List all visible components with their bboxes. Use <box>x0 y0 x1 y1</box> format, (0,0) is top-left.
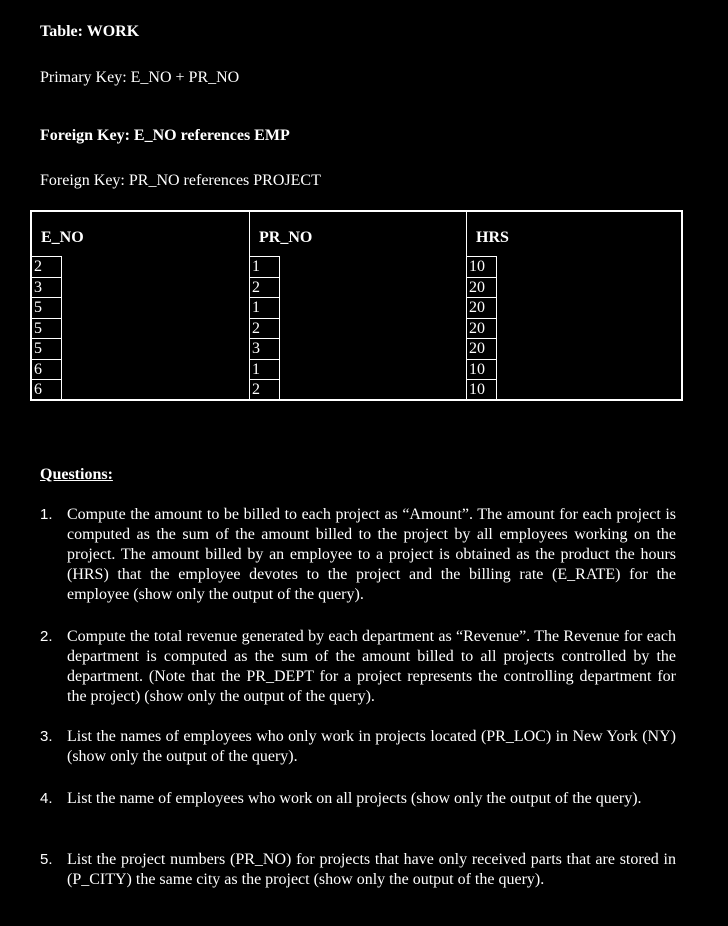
column-header-pr-no: PR_NO <box>259 229 313 246</box>
table-cell: 5 <box>32 298 61 319</box>
question-text: Compute the total revenue generated by each department as “Revenue”. The Revenue for each department is computed as the sum of the amount billed to all projects controlled by the department. (Note that the PR_DEPT for a project represents the controlling department for the project) (show only the output of the query). <box>67 628 676 705</box>
table-cell: 2 <box>250 278 279 299</box>
question-item <box>40 727 676 767</box>
questions-heading: Questions: <box>40 466 113 483</box>
column-header-hrs: HRS <box>476 229 509 246</box>
column-pr-no <box>250 212 467 399</box>
foreign-key-project-line: Foreign Key: PR_NO references PROJECT <box>40 172 321 189</box>
question-number: 4. <box>40 790 53 807</box>
question-number: 1. <box>40 506 53 523</box>
table-cell: 20 <box>467 278 496 299</box>
table-cell: 5 <box>32 319 61 340</box>
question-item <box>40 850 676 890</box>
work-table <box>30 210 683 401</box>
table-cell: 10 <box>467 360 496 381</box>
table-cell: 1 <box>250 298 279 319</box>
question-number: 3. <box>40 728 53 745</box>
question-text: List the names of employees who only work in projects located (PR_LOC) in New York (NY) (show only the output of the query). <box>67 728 676 765</box>
hrs-cells <box>467 256 497 401</box>
primary-key-line: Primary Key: E_NO + PR_NO <box>40 69 240 86</box>
question-number: 5. <box>40 851 53 868</box>
question-item <box>40 505 676 605</box>
table-cell: 2 <box>32 257 61 278</box>
column-hrs <box>467 212 683 399</box>
table-title: Table: WORK <box>40 23 140 40</box>
table-cell: 2 <box>250 319 279 340</box>
table-cell: 20 <box>467 298 496 319</box>
e-no-cells <box>32 256 62 401</box>
question-text: Compute the amount to be billed to each project as “Amount”. The amount for each project is computed as the sum of the amount billed to the project by all employees working on the project. The amount billed by an employee to a project is obtained as the product the hours (HRS) that the employee devotes to the project and the billing rate (E_RATE) for the employee (show only the output of the query). <box>67 506 676 603</box>
column-e-no <box>32 212 250 399</box>
table-cell: 20 <box>467 319 496 340</box>
question-text: List the name of employees who work on all projects (show only the output of the query). <box>67 790 642 807</box>
question-number: 2. <box>40 628 53 645</box>
pr-no-cells <box>250 256 280 401</box>
table-cell: 1 <box>250 360 279 381</box>
table-cell: 20 <box>467 339 496 360</box>
table-cell: 10 <box>469 381 485 398</box>
table-cell: 3 <box>250 339 279 360</box>
foreign-key-emp-line: Foreign Key: E_NO references EMP <box>40 127 290 144</box>
table-cell: 6 <box>34 381 42 398</box>
table-cell: 3 <box>32 278 61 299</box>
table-cell: 10 <box>467 257 496 278</box>
question-item <box>40 789 676 809</box>
question-item <box>40 627 676 707</box>
table-cell: 2 <box>252 381 260 398</box>
table-cell: 1 <box>250 257 279 278</box>
table-cell: 5 <box>32 339 61 360</box>
question-text: List the project numbers (PR_NO) for projects that have only received parts that are stored in (P_CITY) the same city as the project (show only the output of the query). <box>67 851 676 888</box>
column-header-e-no: E_NO <box>41 229 84 246</box>
table-cell: 6 <box>32 360 61 381</box>
